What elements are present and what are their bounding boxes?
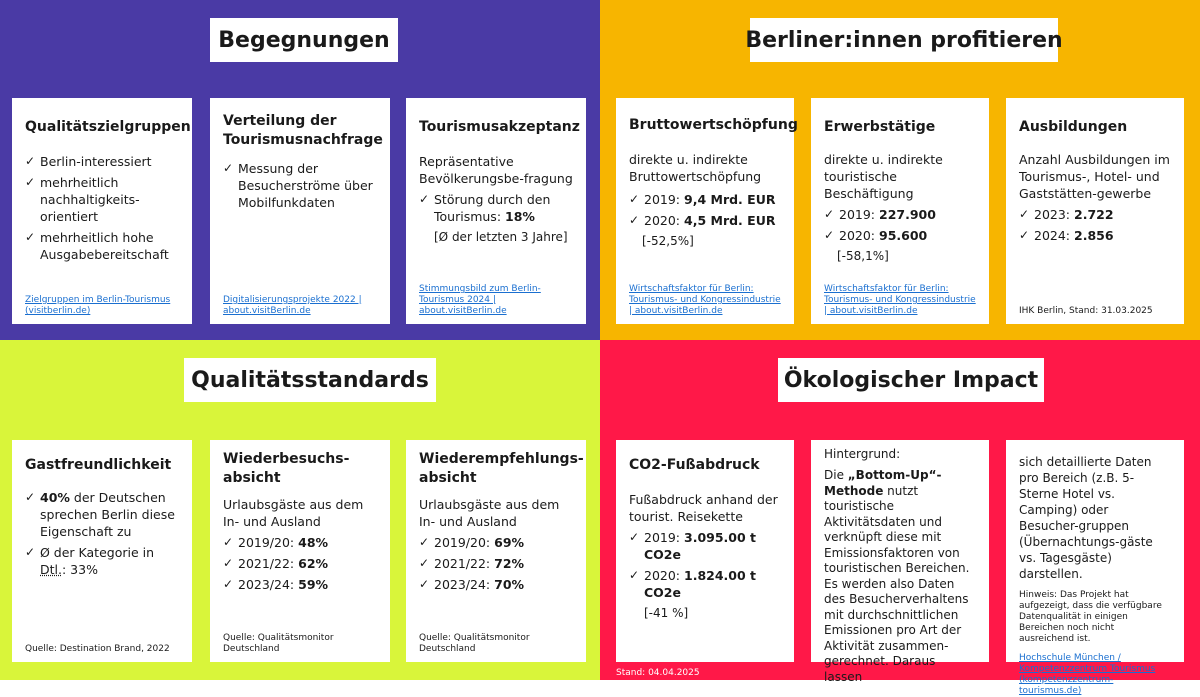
card-title: Wiederbesuchs-absicht: [223, 451, 350, 486]
list-item: ✓ 2023/24: 70%: [419, 576, 573, 593]
list-item: ✓ mehrheitlich nachhaltigkeits-orientiert: [25, 174, 179, 225]
value: 59%: [298, 577, 329, 592]
list-item: ✓ 2020: 95.600: [824, 227, 976, 244]
source-text: Quelle: Destination Brand, 2022: [25, 644, 170, 654]
list-item: ✓ 2019: 9,4 Mrd. EUR: [629, 191, 781, 208]
card-text: sich detaillierte Daten pro Bereich (z.B. 5-Sterne Hotel vs. Camping) oder Besucher-gruppen (Übernachtungs-gäste vs. Tagesgäste) darstellen.: [1019, 455, 1153, 581]
value: 3.095.00 t CO2e: [644, 530, 757, 562]
card-ausbildungen: [1006, 98, 1184, 324]
source-text: Quelle: Qualitätsmonitor Deutschland: [223, 633, 334, 654]
abbreviation: Dtl.: [40, 562, 62, 577]
list-item: ✓ 2019: 227.900: [824, 206, 976, 223]
card-text: Fußabdruck anhand der tourist. Reisekette: [629, 492, 778, 524]
check-list: [419, 534, 573, 593]
source-link[interactable]: Wirtschaftsfaktor für Berlin: Tourismus- und Kongressindustrie | about.visitBerlin.de: [629, 284, 781, 316]
section-title-oeko: Ökologischer Impact: [778, 358, 1044, 402]
list-item: ✓ 40% der Deutschen sprechen Berlin diese Eigenschaft zu: [25, 489, 179, 540]
value: 69%: [494, 535, 525, 550]
card-gastfreundlichkeit: [12, 440, 192, 662]
list-item: ✓ 2019/20: 48%: [223, 534, 377, 551]
check-list: [223, 160, 377, 211]
list-item: ✓ 2021/22: 72%: [419, 555, 573, 572]
card-hintergrund-fortsetzung: [1006, 440, 1184, 696]
card-title: Verteilung der Tourismusnachfrage: [223, 113, 383, 148]
value: 227.900: [879, 207, 936, 222]
quadrant-berliner-profitieren: [600, 0, 1200, 340]
card-qualitaetszielgruppen: [12, 98, 192, 324]
card-hintergrund: [811, 440, 989, 684]
check-list: [1019, 206, 1171, 244]
card-title: Tourismusakzeptanz: [419, 119, 580, 135]
card-title: Gastfreundlichkeit: [25, 457, 172, 473]
card-text: direkte u. indirekte touristische Beschäftigung: [824, 152, 943, 201]
list-item: ✓ 2024: 2.856: [1019, 227, 1171, 244]
quadrant-oekologischer-impact: [600, 340, 1200, 696]
value: 72%: [494, 556, 525, 571]
value: 95.600: [879, 228, 928, 243]
check-list: [629, 529, 781, 601]
list-item: ✓ 2021/22: 62%: [223, 555, 377, 572]
value: 2.856: [1074, 228, 1114, 243]
value: 18%: [505, 209, 535, 224]
hintergrund-text: Die „Bottom-Up“-Methode nutzt touristische Aktivitätsdaten und verknüpft diese mit Emissionsfaktoren von touristischen Bereichen. Es werden also Daten des Besucherverhaltens mit durchschnittlichen Emissionen pro Art der Aktivität zusammen-gerechnet. Daraus lassen: [824, 468, 970, 684]
card-title: Wiederempfehlungs-absicht: [419, 451, 584, 486]
source-link[interactable]: Stimmungsbild zum Berlin-Tourismus 2024 | about.visitBerlin.de: [419, 284, 541, 316]
check-list: [25, 153, 179, 263]
list-item: ✓ Messung der Besucherströme über Mobilfunkdaten: [223, 160, 377, 211]
check-list: [629, 191, 781, 229]
list-item: ✓ 2020: 4,5 Mrd. EUR: [629, 212, 781, 229]
source-link[interactable]: Wirtschaftsfaktor für Berlin: Tourismus- und Kongressindustrie | about.visitBerlin.de: [824, 284, 976, 316]
value: 9,4 Mrd. EUR: [684, 192, 776, 207]
check-list: [223, 534, 377, 593]
source-link[interactable]: Digitalisierungsprojekte 2022 | about.visitBerlin.de: [223, 295, 362, 316]
card-title: Bruttowertschöpfung: [629, 117, 798, 133]
list-item: ✓ mehrheitlich hohe Ausgabebereitschaft: [25, 229, 179, 263]
card-text: direkte u. indirekte Bruttowertschöpfung: [629, 152, 762, 184]
card-text: Urlaubsgäste aus dem In- und Ausland: [223, 497, 364, 529]
section-title-qualitaet: Qualitätsstandards: [184, 358, 436, 402]
note: [-41 %]: [644, 606, 689, 620]
hint-text: Hinweis: Das Projekt hat aufgezeigt, dass die verfügbare Datenqualität in einigen Bereichen noch nicht ausreichend ist.: [1019, 590, 1162, 644]
card-tourismusakzeptanz: [406, 98, 586, 324]
check-list: [824, 206, 976, 244]
list-item: ✓ Störung durch den Tourismus: 18%: [419, 191, 573, 225]
card-co2-fussabdruck: [616, 440, 794, 662]
list-item: ✓ Ø der Kategorie in Dtl.: 33%: [25, 544, 179, 578]
quadrant-begegnungen: [0, 0, 600, 340]
source-text: Quelle: Qualitätsmonitor Deutschland: [419, 633, 530, 654]
card-wiederbesuchsabsicht: [210, 440, 390, 662]
note: [Ø der letzten 3 Jahre]: [434, 230, 568, 244]
card-title: Qualitätszielgruppen: [25, 119, 191, 135]
value: 40%: [40, 490, 70, 505]
list-item: ✓ 2019/20: 69%: [419, 534, 573, 551]
hintergrund-label: Hintergrund:: [824, 447, 901, 461]
card-text: Urlaubsgäste aus dem In- und Ausland: [419, 497, 560, 529]
value: 2.722: [1074, 207, 1114, 222]
card-title: Erwerbstätige: [824, 119, 936, 135]
source-text: IHK Berlin, Stand: 31.03.2025: [1019, 306, 1153, 316]
value: 4,5 Mrd. EUR: [684, 213, 776, 228]
list-item: ✓ 2023/24: 59%: [223, 576, 377, 593]
card-text: Repräsentative Bevölkerungsbe-fragung: [419, 154, 573, 186]
card-text: Anzahl Ausbildungen im Tourismus-, Hotel- und Gaststätten-gewerbe: [1019, 152, 1170, 201]
note: [-52,5%]: [642, 234, 694, 248]
card-title: Ausbildungen: [1019, 119, 1128, 135]
section-title-begegnungen: Begegnungen: [210, 18, 398, 62]
source-link[interactable]: Hochschule München / Kompetenzzentrum Tourismus (kompetenzzentrum-tourismus.de): [1019, 653, 1156, 696]
value: 1.824.00 t CO2e: [644, 568, 757, 600]
card-bruttowertschoepfung: [616, 98, 798, 324]
method-name: „Bottom-Up“-Methode: [824, 468, 942, 498]
value: 48%: [298, 535, 329, 550]
list-item: ✓ 2019: 3.095.00 t CO2e: [629, 529, 781, 563]
check-list: [25, 489, 179, 578]
section-title-berliner: Berliner:innen profitieren: [750, 18, 1058, 62]
note: [-58,1%]: [837, 249, 889, 263]
source-link[interactable]: Zielgruppen im Berlin-Tourismus (visitberlin.de): [25, 295, 171, 316]
check-list: [419, 191, 573, 225]
value: 62%: [298, 556, 329, 571]
stand-date: Stand: 04.04.2025: [616, 668, 700, 678]
card-title: CO2-Fußabdruck: [629, 457, 760, 473]
value: 70%: [494, 577, 525, 592]
list-item: ✓ Berlin-interessiert: [25, 153, 179, 170]
list-item: ✓ 2023: 2.722: [1019, 206, 1171, 223]
list-item: ✓ 2020: 1.824.00 t CO2e: [629, 567, 781, 601]
quadrant-qualitaetsstandards: [0, 340, 600, 680]
card-wiederempfehlungsabsicht: [406, 440, 586, 662]
card-erwerbstaetige: [811, 98, 989, 324]
card-tourismusnachfrage: [210, 98, 390, 324]
